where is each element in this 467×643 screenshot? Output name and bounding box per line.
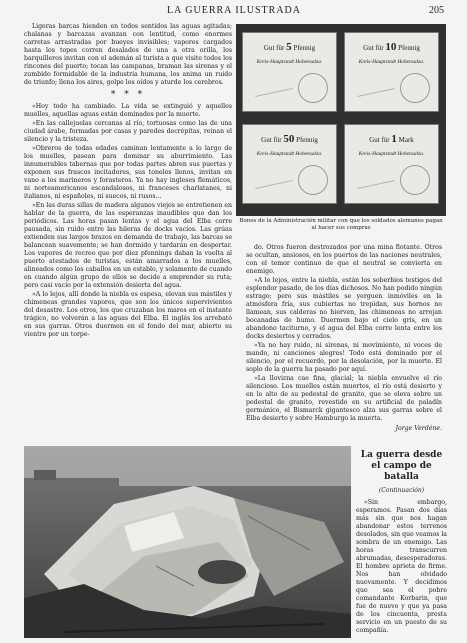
article-paragraph: »Obreros de todas edades caminan lentamente a lo largo de los muelles, pasean para dominar su aburrimiento. Las innumerables tabernas que por todas partes abren sus puertas y exponen sus frascos incitadores, sus toneles llenos, invitan en vano a los marineros y forasteros. Ya no hay ingleses flemáticos, ni norteamericanos escandalosos, ni franceses charlatanes, ni italianos, ni españoles, ni suecos, ni rusos... <box>24 145 232 200</box>
signature-mark <box>357 88 394 97</box>
page-number: 205 <box>429 5 444 16</box>
voucher-unit: Pfennig <box>293 44 316 52</box>
voucher-5-pfennig <box>242 32 337 112</box>
side-article-column <box>356 446 447 640</box>
author-signature: Jorge Verdéne. <box>395 425 442 432</box>
voucher-unit: Pfennig <box>296 136 318 144</box>
voucher-50-pfennig <box>242 124 337 204</box>
article-paragraph: «Sin embargo, esperamos. Pasan dos días más sin que nos hagan abandonar estos terrenos desolados, sin que veamos la sombra de un enemigo. Las horas transcurren abrumadas, desesperadoras. El hombre aprieta de firme. Nos han olvidado nuevamente. Y decidimos que sea el pobre comandante Korbarin, que fue de nuevo y que ya pasa de los cincuenta, presta servicio en un puesto de su compañía. <box>356 499 447 634</box>
voucher-unit: Pfennig <box>398 44 420 52</box>
voucher-prefix: Gut für <box>363 44 384 52</box>
seal-stamp <box>400 165 430 195</box>
right-article-column <box>246 244 442 436</box>
section-heading: La guerra desde el campo de batalla <box>360 450 443 482</box>
voucher-prefix: Gut für <box>369 136 390 144</box>
section-subheading: (Continuación) <box>378 487 425 494</box>
voucher-issuer: Kreis-Hauptstadt Hohensalza. <box>358 151 425 157</box>
voucher-issuer: Kreis-Hauptstadt Hohensalza. <box>256 59 323 65</box>
article-paragraph: »En las callejuelas cercanas al río, tortuosas como las de una ciudad árabe, formadas por casas y paredes decrépitas, reinan el silencio y la tristeza. <box>24 120 232 143</box>
voucher-amount: 50 <box>283 133 295 145</box>
voucher-1-mark <box>344 124 439 204</box>
article-paragraph: «Hoy todo ha cambiado. La vida se extinguió y aquellos muelles, aquellas aguas están dominados por la muerte. <box>24 103 232 118</box>
article-paragraph: »La llovizna cae fina, glacial; la niebla envuelve el río silencioso. Los muelles están muertos, el río está desierto y en lo alto de su pedestal de granito, que se eleva sobre un pedestal de granito, revestido en su artificial de paladín germánico, el Bismarck gigantesco alza sus garras sobre el Elba desierto y sobre Hamburgo la muerta. <box>246 375 442 422</box>
voucher-issuer: Kreis-Hauptstadt Hohensalza. <box>358 59 425 65</box>
seal-stamp <box>298 165 328 195</box>
publication-title: LA GUERRA ILUSTRADA <box>166 5 301 16</box>
voucher-stamps-image <box>236 24 446 216</box>
wrecked-boats-photo <box>24 446 351 638</box>
voucher-amount: 5 <box>286 41 292 53</box>
voucher-amount: 10 <box>385 41 397 53</box>
article-paragraph: do. Otros fueron destrozados por una mina flotante. Otros se ocultan, ansiosos, en los puertos de las naciones neutrales, con el temor continuo de que el neutral se convierta en enemigo. <box>246 244 442 275</box>
section-divider: * * * <box>110 90 146 100</box>
stamps-caption: Bonos de la Administración militar con que los soldados alemanes pagan al hacer sus compras <box>239 218 443 231</box>
voucher-10-pfennig <box>344 32 439 112</box>
voucher-amount: 1 <box>391 133 397 145</box>
left-article-column <box>24 23 232 427</box>
signature-mark <box>255 88 292 97</box>
article-paragraph: »Ya no hay ruido, ni sirenas, ni movimiento, ni voces de mando, ni canciones alegres! Todo está dominado por el silencio, por el recuerdo, por la desolación, por la muerte. El soplo de la guerra ha pasado por aquí. <box>246 342 442 373</box>
article-paragraph: »En las duras sillas de madera algunos viejos se entretienen en hablar de la guerra, de las esperanzas inaudibles que dan los periódicos. Las horas pasan lentas y el agua del Elba corre pausada, sin ruido entre las hileras de docks vacíos. Las grúas extienden sus largos brazos en demanda de trabajo, las barcas se balancean suavemente; se han dormido y tardarán en despertar. Los vapores de recreo que por diez pfennings daban la vuelta al puerto atestados de turistas, están amarrados a los muelles, alineados como los caballos en un establo, y solamente de cuando en cuando algún grupo de ellos se decide a emprender su ruta; pero casi vacío por la extensión desierta del agua. <box>24 202 232 289</box>
article-paragraph: Ligeras barcas hienden en todos sentidos las aguas agitadas; chalanas y barcazas avanzan con lentitud, como enormes carretas arrastradas por bueyes invisibles; vapores cargados hasta los topes corren desalados de una a otra orilla, los barquilleros invitan con el ademán al turista a que visite todos los rincones del puerto; tocan las campanas, braman las sirenas y el zumbido formidable de la industria humana, los anima un ruido de triunfo; llena los aires, golpe los oídos y aturde los cerebros. <box>24 23 232 86</box>
article-paragraph: »A lo lejos, allí donde la niebla es espesa, elevan sus mástiles y chimeneas grandes vapores, que son los únicos supervivientes del desastre. Los otros, los que cruzaban los mares en el instante trágico, no volverán a las aguas del Elba. El inglés los arrebató en sus garras. Otros duermen en el fondo del mar, abierto su vientre por un torpe- <box>24 291 232 338</box>
signature-mark <box>357 180 394 189</box>
seal-stamp <box>298 73 328 103</box>
voucher-prefix: Gut für <box>261 136 282 144</box>
page-header <box>24 5 444 19</box>
article-paragraph: »A lo lejos, entre la niebla, están los soberbios testigos del esplendor pasado, de los días dichosos. No han podido ningún estrago; pero sus mástiles se yerguen inmóviles en la atmósfera fría, sus cubiertas no trepidan, sus hornos no llamean, sus calderas no hierven, las chimeneas no arrojan bocanadas de humo. Duermen bajo el cielo gris, en un abandono taciturno, y el agua del Elba corre lenta entre los docks desiertos y cerrados. <box>246 277 442 340</box>
voucher-unit: Mark <box>398 136 414 144</box>
voucher-issuer: Kreis-Hauptstadt Hohensalza. <box>256 151 323 157</box>
seal-stamp <box>400 73 430 103</box>
signature-mark <box>255 180 292 189</box>
photo-illustration <box>24 446 351 638</box>
voucher-prefix: Gut für <box>263 44 285 52</box>
